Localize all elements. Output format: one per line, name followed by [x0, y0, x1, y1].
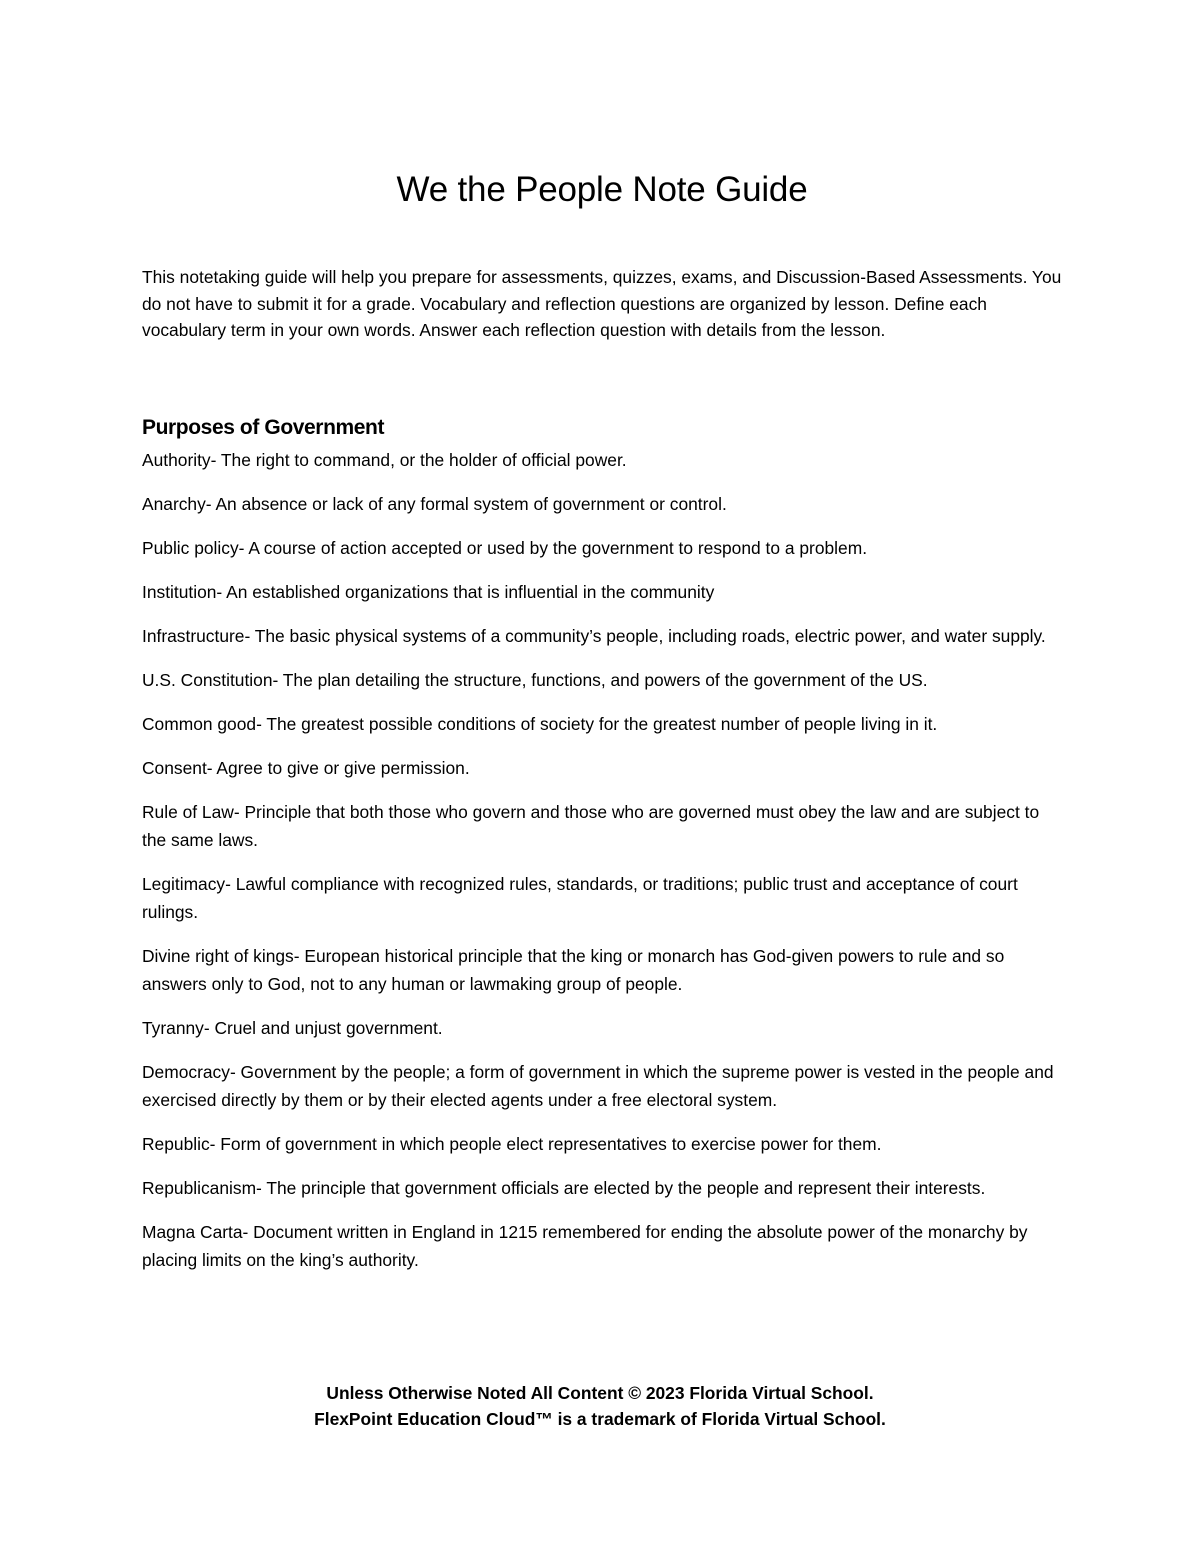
vocab-item-institution: Institution- An established organizations that is influential in the community: [142, 581, 715, 602]
vocab-item-anarchy: Anarchy- An absence or lack of any formal system of government or control.: [142, 493, 727, 514]
vocab-item-public-policy: Public policy- A course of action accepted or used by the government to respond to a problem.: [142, 537, 868, 558]
vocab-item-tyranny: Tyranny- Cruel and unjust government.: [142, 1017, 443, 1038]
vocab-item-infrastructure: Infrastructure- The basic physical systems of a community’s people, including roads, electric power, and water supply.: [142, 625, 1046, 646]
vocab-item-divine-right-of-kings: Divine right of kings- European historical principle that the king or monarch has God-given powers to rule and so answers only to God, not to any human or lawmaking group of people.: [142, 945, 1005, 994]
footer-trademark-line: FlexPoint Education Cloud™ is a trademark of Florida Virtual School.: [314, 1409, 886, 1429]
vocab-item-consent: Consent- Agree to give or give permission.: [142, 757, 470, 778]
intro-paragraph: This notetaking guide will help you prepare for assessments, quizzes, exams, and Discussion-Based Assessments. You do not have to submit it for a grade. Vocabulary and reflection questions are organized by lesson. Define each vocabulary term in your own words. Answer each reflection question with details from the lesson.: [142, 267, 1062, 340]
footer-copyright-line: Unless Otherwise Noted All Content © 2023 Florida Virtual School.: [326, 1383, 874, 1403]
vocab-item-common-good: Common good- The greatest possible conditions of society for the greatest number of people living in it.: [142, 713, 938, 734]
vocab-item-legitimacy: Legitimacy- Lawful compliance with recognized rules, standards, or traditions; public trust and acceptance of court rulings.: [142, 873, 1018, 922]
copyright-footer: [0, 1380, 1200, 1432]
page-title: We the People Note Guide: [396, 170, 808, 209]
vocabulary-list: [142, 446, 1062, 1274]
vocab-item-democracy: Democracy- Government by the people; a form of government in which the supreme power is vested in the people and exercised directly by them or by their elected agents under a free electoral system.: [142, 1061, 1054, 1110]
vocab-item-republicanism: Republicanism- The principle that government officials are elected by the people and represent their interests.: [142, 1177, 986, 1198]
section-heading: Purposes of Government: [142, 415, 385, 439]
vocab-item-magna-carta: Magna Carta- Document written in England in 1215 remembered for ending the absolute power of the monarchy by placing limits on the king’s authority.: [142, 1221, 1028, 1270]
vocab-item-authority: Authority- The right to command, or the holder of official power.: [142, 449, 627, 470]
vocab-item-us-constitution: U.S. Constitution- The plan detailing the structure, functions, and powers of the government of the US.: [142, 669, 928, 690]
vocab-item-republic: Republic- Form of government in which people elect representatives to exercise power for them.: [142, 1133, 882, 1154]
document-page: [142, 168, 1062, 1290]
vocab-item-rule-of-law: Rule of Law- Principle that both those who govern and those who are governed must obey the law and are subject to the same laws.: [142, 801, 1040, 850]
